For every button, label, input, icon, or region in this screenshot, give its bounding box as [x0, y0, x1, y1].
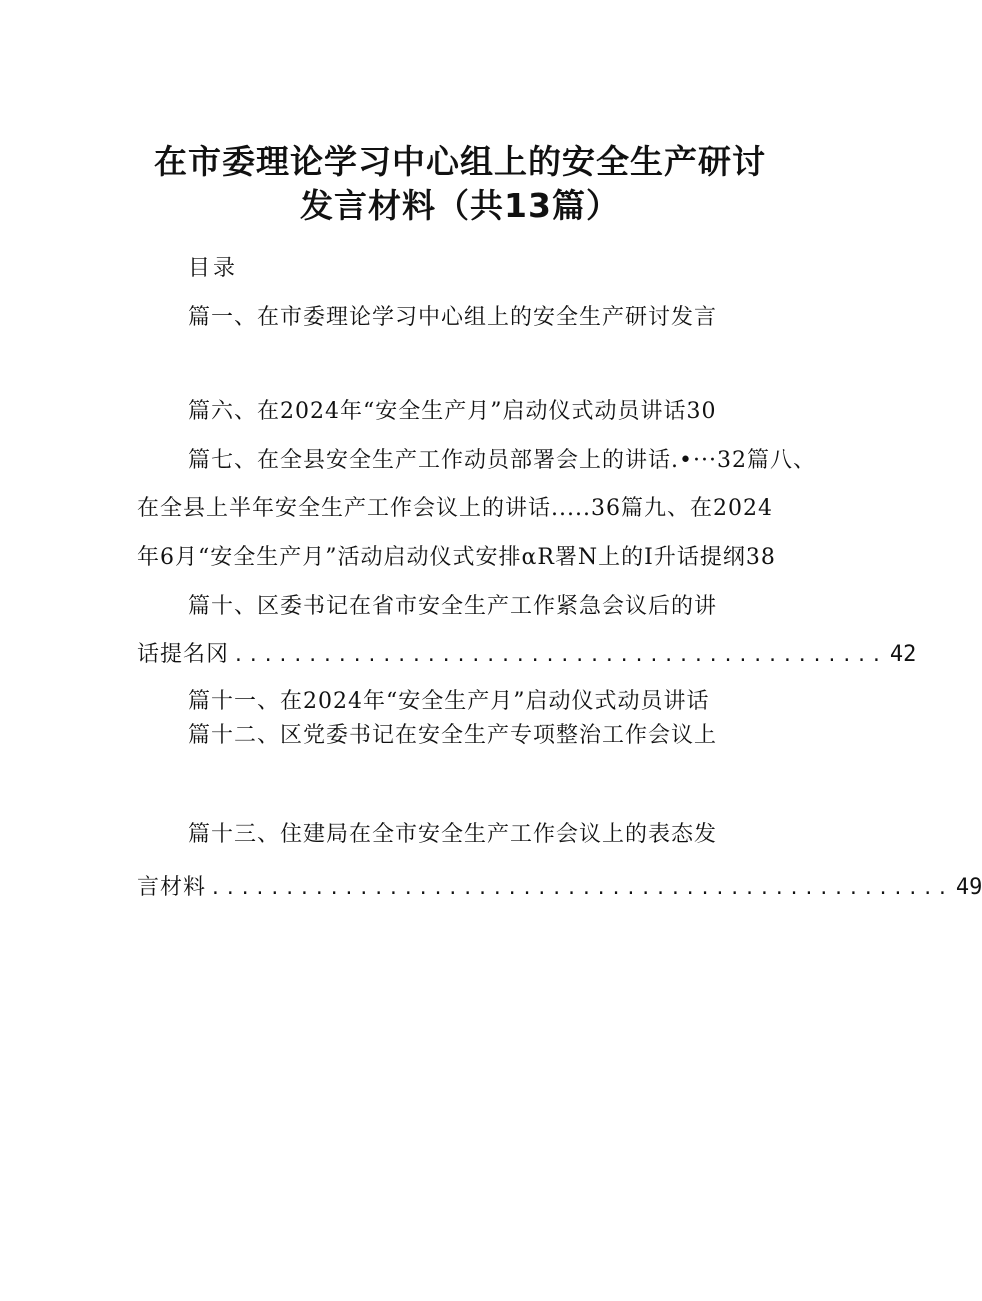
- toc-entry-label: 言材料: [137, 875, 207, 900]
- toc-entry-7: 篇七、在全县安全生产工作动员部署会上的讲话.•···32篇八、: [188, 448, 816, 473]
- toc-entry-label: 话提名冈: [137, 642, 230, 667]
- toc-entry-13-continued: [137, 873, 982, 904]
- toc-heading: 目录: [188, 256, 239, 281]
- toc-entry-10-continued: [137, 640, 917, 671]
- toc-entry-11: 篇十一、在2024年“安全生产月”启动仪式动员讲话: [188, 689, 710, 714]
- document-title-line-1: 在市委理论学习中心组上的安全生产研讨: [154, 142, 766, 181]
- document-title-line-2: 发言材料（共13篇）: [300, 186, 620, 225]
- page-number: 42: [889, 642, 917, 667]
- toc-entry-12: 篇十二、区党委书记在安全生产专项整治工作会议上: [188, 723, 718, 748]
- toc-entry-13: 篇十三、住建局在全市安全生产工作会议上的表态发: [188, 822, 718, 847]
- dot-leader: ..................................................: [210, 878, 952, 899]
- toc-entry-1: 篇一、在市委理论学习中心组上的安全生产研讨发言: [188, 305, 718, 330]
- toc-entry-6: 篇六、在2024年“安全生产月”启动仪式动员讲话30: [188, 399, 717, 424]
- dot-leader: ............................................: [233, 645, 886, 666]
- toc-entry-9-continued: 年6月“安全生产月”活动启动仪式安排αR署N上的I升话提纲38: [137, 545, 776, 570]
- toc-entry-8-continued: 在全县上半年安全生产工作会议上的讲话.....36篇九、在2024: [137, 496, 773, 521]
- page-number: 49: [955, 875, 982, 900]
- toc-entry-10: 篇十、区委书记在省市安全生产工作紧急会议后的讲: [188, 594, 718, 619]
